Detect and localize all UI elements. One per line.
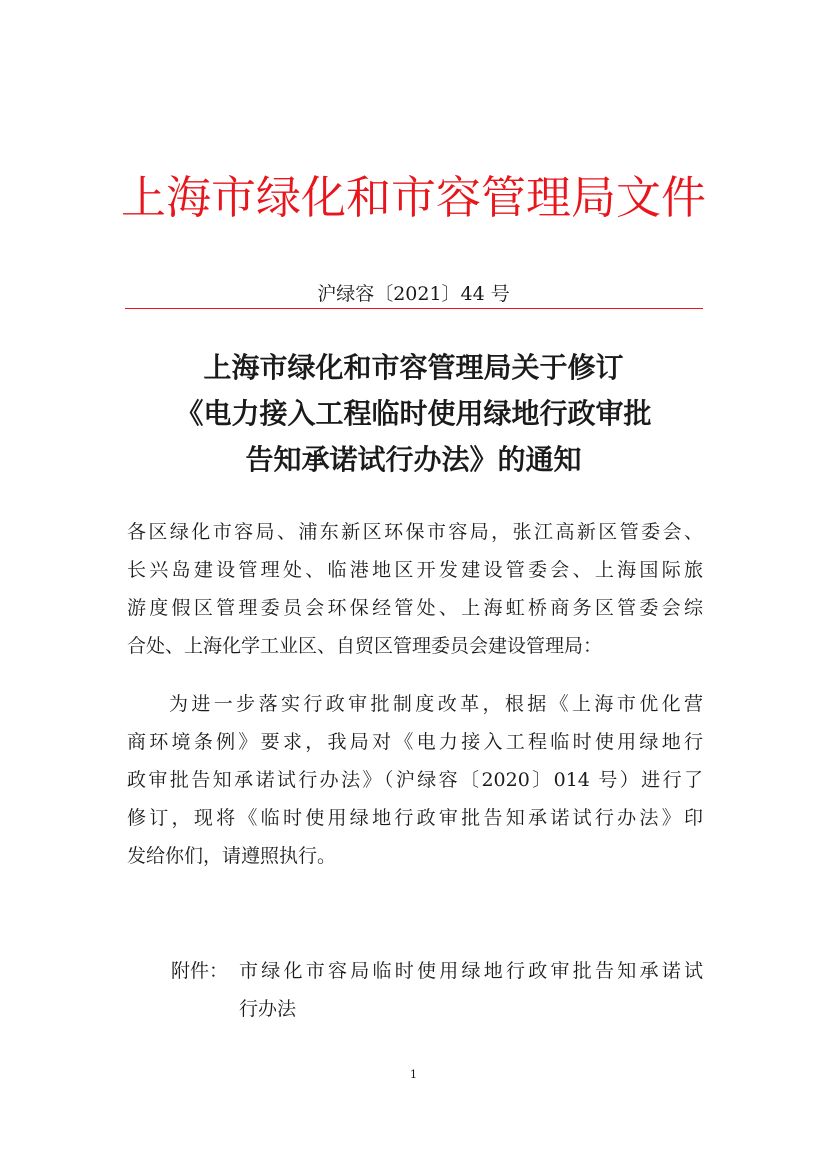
addressee-line: 合处、上海化学工业区、自贸区管理委员会建设管理局： <box>127 635 603 657</box>
body-line: 商环境条例》要求，我局对《电力接入工程临时使用绿地行 <box>127 731 703 753</box>
addressee-paragraph <box>127 513 703 665</box>
title-line: 《电力接入工程临时使用绿地行政审批 <box>175 397 652 430</box>
attachment-label: 附件： <box>171 960 229 982</box>
addressee-line: 各区绿化市容局、浦东新区环保市容局，张江高新区管委会、 <box>127 521 703 543</box>
attachment-note <box>171 952 703 1028</box>
body-line: 修订，现将《临时使用绿地行政审批告知承诺试行办法》印 <box>127 807 703 829</box>
addressee-line: 游度假区管理委员会环保经管处、上海虹桥商务区管委会综 <box>127 597 703 619</box>
issuer-header: 上海市绿化和市容管理局文件 <box>120 171 706 224</box>
notice-title <box>0 345 827 483</box>
body-line: 发给你们，请遵照执行。 <box>127 845 337 867</box>
attachment-line: 市绿化市容局临时使用绿地行政审批告知承诺试 <box>239 960 703 982</box>
red-divider <box>125 308 703 309</box>
attachment-line: 行办法 <box>239 998 297 1020</box>
document-number: 沪绿容〔2021〕44 号 <box>317 283 510 305</box>
body-paragraph <box>127 685 703 875</box>
body-line: 政审批告知承诺试行办法》（沪绿容〔2020〕014 号）进行了 <box>127 769 703 791</box>
page-number: 1 <box>410 1068 417 1081</box>
title-line: 上海市绿化和市容管理局关于修订 <box>203 351 624 384</box>
title-line: 告知承诺试行办法》的通知 <box>245 443 582 476</box>
body-line: 为进一步落实行政审批制度改革，根据《上海市优化营 <box>169 693 703 715</box>
attachment-text <box>239 952 703 1028</box>
addressee-line: 长兴岛建设管理处、临港地区开发建设管委会、上海国际旅 <box>127 559 703 581</box>
